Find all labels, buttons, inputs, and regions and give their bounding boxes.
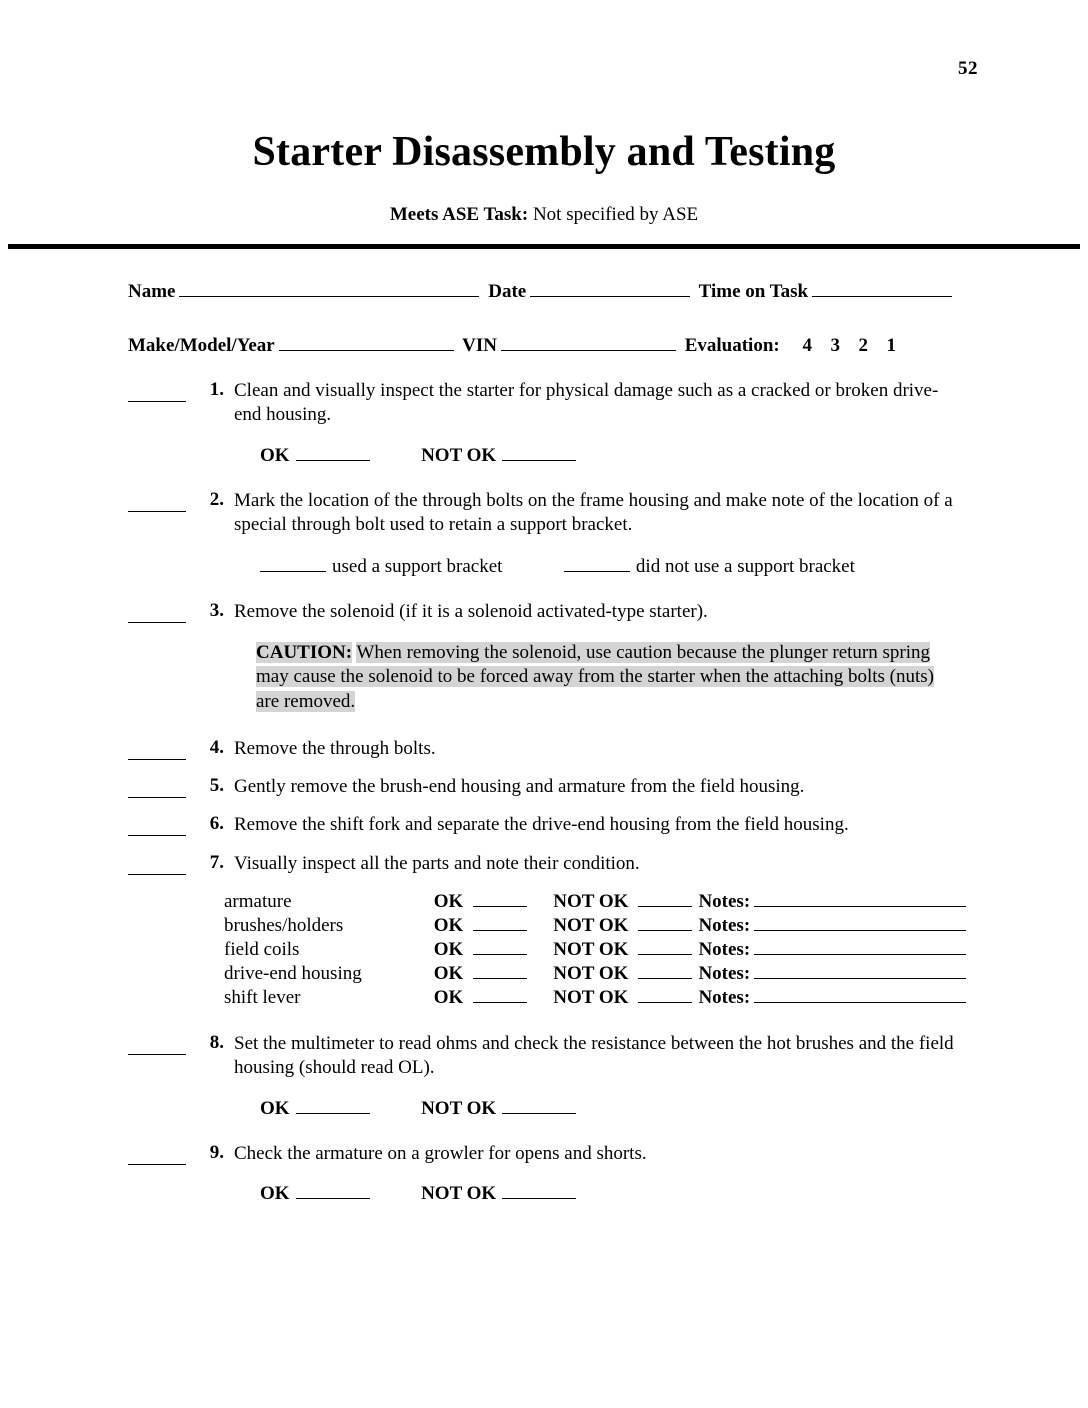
step-number: 4. (209, 736, 224, 758)
not-ok-label: NOT OK (421, 1097, 497, 1119)
not-ok-label: NOT OK (553, 890, 629, 912)
evaluation-option-4[interactable]: 4 (802, 335, 813, 356)
header-divider (8, 244, 1080, 249)
notes-blank[interactable] (754, 938, 966, 962)
ok-notok-line (260, 444, 960, 467)
step-checkoff-blank[interactable] (128, 779, 186, 798)
step-checkoff-blank[interactable] (128, 817, 186, 836)
step-row (128, 600, 960, 624)
step-checkoff-blank[interactable] (128, 493, 186, 512)
date-input[interactable] (530, 279, 690, 297)
ok-blank[interactable] (467, 914, 527, 938)
part-name: armature (224, 890, 292, 912)
notes-blank[interactable] (754, 890, 966, 914)
step-row (128, 1032, 960, 1081)
not-used-bracket-blank[interactable] (564, 555, 630, 572)
step-number: 8. (209, 1031, 224, 1053)
step-row (128, 813, 960, 837)
vin-label: VIN (462, 335, 497, 356)
make-model-year-label: Make/Model/Year (128, 335, 275, 356)
step-row (128, 379, 960, 428)
step-checkoff-blank[interactable] (128, 856, 186, 875)
table-row (224, 938, 966, 962)
step-number: 6. (209, 813, 224, 835)
ok-blank[interactable] (296, 1097, 370, 1114)
ase-task-line (0, 204, 1088, 226)
notes-label: Notes: (698, 986, 751, 1008)
used-bracket-blank[interactable] (260, 555, 326, 572)
support-bracket-line (260, 555, 960, 578)
step-row (128, 489, 960, 538)
step-number: 2. (209, 488, 224, 510)
time-on-task-input[interactable] (812, 279, 952, 297)
ok-notok-line (260, 1097, 960, 1120)
not-ok-blank[interactable] (632, 962, 692, 986)
step-row (128, 852, 960, 876)
vin-input[interactable] (501, 333, 676, 351)
step-number: 9. (209, 1141, 224, 1163)
step-checkoff-blank[interactable] (128, 1036, 186, 1055)
worksheet-body (0, 279, 1088, 1205)
ase-task-label: Meets ASE Task: (389, 204, 529, 225)
ok-label: OK (260, 444, 290, 466)
step-text: Gently remove the brush-end housing and armature from the field housing. (234, 775, 805, 797)
table-row (224, 914, 966, 938)
step-checkoff-blank[interactable] (128, 741, 186, 760)
ok-label: OK (433, 890, 464, 912)
date-label: Date (488, 281, 527, 302)
ok-blank[interactable] (467, 962, 527, 986)
step-row (128, 775, 960, 799)
not-ok-label: NOT OK (553, 914, 629, 936)
name-label: Name (128, 281, 176, 302)
caution-note (256, 641, 960, 715)
step-row (128, 1142, 960, 1166)
part-name: brushes/holders (224, 914, 344, 936)
ok-label: OK (433, 938, 464, 960)
not-ok-blank[interactable] (502, 1097, 576, 1114)
table-row (224, 962, 966, 986)
notes-blank[interactable] (754, 986, 966, 1010)
ok-blank[interactable] (467, 938, 527, 962)
step-number: 7. (209, 851, 224, 873)
notes-blank[interactable] (754, 914, 966, 938)
not-ok-label: NOT OK (553, 938, 629, 960)
step-number: 5. (209, 774, 224, 796)
step-checkoff-blank[interactable] (128, 383, 186, 402)
step-row (128, 737, 960, 761)
header-row-2 (128, 333, 960, 357)
not-ok-blank[interactable] (502, 1182, 576, 1199)
ase-task-value: Not specified by ASE (532, 204, 699, 225)
step-number: 1. (209, 379, 224, 400)
not-ok-label: NOT OK (421, 1182, 497, 1204)
notes-label: Notes: (698, 938, 751, 960)
ok-label: OK (433, 914, 464, 936)
not-ok-label: NOT OK (553, 962, 629, 984)
notes-label: Notes: (698, 914, 751, 936)
header-row-1 (128, 279, 960, 303)
ok-label: OK (433, 962, 464, 984)
caution-label: CAUTION: (256, 641, 353, 663)
ok-label: OK (260, 1182, 290, 1204)
step-number: 3. (209, 600, 224, 622)
notes-label: Notes: (698, 962, 751, 984)
used-bracket-label: used a support bracket (332, 556, 503, 578)
ok-blank[interactable] (296, 444, 370, 461)
not-ok-blank[interactable] (632, 938, 692, 962)
step-text: Remove the solenoid (if it is a solenoid activated-type starter). (234, 601, 708, 623)
not-ok-blank[interactable] (632, 890, 692, 914)
parts-inspection-table (224, 890, 966, 1010)
step-text: Visually inspect all the parts and note their condition. (234, 852, 640, 874)
part-name: field coils (224, 938, 300, 960)
ok-blank[interactable] (467, 986, 527, 1010)
evaluation-label: Evaluation: (684, 335, 780, 356)
make-model-year-input[interactable] (279, 333, 454, 351)
ok-blank[interactable] (296, 1182, 370, 1199)
evaluation-option-1[interactable]: 1 (886, 335, 897, 356)
page-number: 52 (958, 58, 978, 79)
evaluation-option-3[interactable]: 3 (830, 335, 841, 356)
time-on-task-label: Time on Task (698, 281, 809, 302)
step-text: Mark the location of the through bolts on the frame housing and make note of the location of a special through bolt used to retain a support bracket. (234, 489, 953, 535)
ok-blank[interactable] (467, 890, 527, 914)
part-name: drive-end housing (224, 962, 362, 984)
step-text: Check the armature on a growler for opens and shorts. (234, 1142, 647, 1164)
name-input[interactable] (179, 279, 479, 297)
ok-label: OK (260, 1097, 290, 1119)
not-ok-label: NOT OK (421, 444, 497, 466)
page-title: Starter Disassembly and Testing (252, 129, 836, 175)
step-checkoff-blank[interactable] (128, 604, 186, 623)
caution-text: When removing the solenoid, use caution because the plunger return spring may cause the solenoid to be forced away from the starter when the attaching bolts (nuts) are removed. (256, 641, 934, 712)
step-checkoff-blank[interactable] (128, 1146, 186, 1165)
notes-label: Notes: (698, 890, 751, 912)
notes-blank[interactable] (754, 962, 966, 986)
step-text: Set the multimeter to read ohms and check the resistance between the hot brushes and the field housing (should read OL). (234, 1032, 954, 1079)
not-ok-blank[interactable] (502, 444, 576, 461)
step-text: Clean and visually inspect the starter for physical damage such as a cracked or broken drive-end housing. (234, 380, 939, 426)
not-used-bracket-label: did not use a support bracket (635, 556, 855, 578)
table-row (224, 986, 966, 1010)
evaluation-option-2[interactable]: 2 (858, 335, 869, 356)
table-row (224, 890, 966, 914)
part-name: shift lever (224, 986, 301, 1008)
not-ok-blank[interactable] (632, 986, 692, 1010)
step-text: Remove the through bolts. (234, 737, 436, 759)
step-text: Remove the shift fork and separate the drive-end housing from the field housing. (234, 814, 849, 836)
not-ok-label: NOT OK (553, 986, 629, 1008)
not-ok-blank[interactable] (632, 914, 692, 938)
ok-label: OK (433, 986, 464, 1008)
ok-notok-line (260, 1182, 960, 1205)
evaluation-options (784, 335, 896, 356)
